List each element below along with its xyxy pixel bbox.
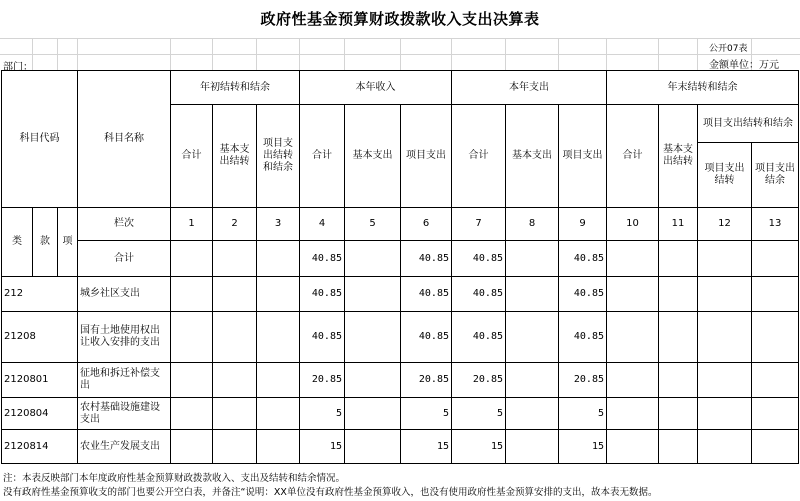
header-closing-balance: 年末结转和结余: [607, 71, 799, 105]
header-total: 合计: [300, 105, 345, 208]
cell-expense-total: 40.85: [452, 312, 506, 363]
cell-expense-project: 20.85: [559, 363, 607, 398]
row-code: 2120804: [2, 398, 78, 430]
cell-income-project: 15: [401, 430, 452, 464]
row-name: 农业生产发展支出: [78, 430, 171, 464]
header-expenditure: 本年支出: [452, 71, 607, 105]
cell-expense-total: 15: [452, 430, 506, 464]
cell-expense-total: 20.85: [452, 363, 506, 398]
header-project: 项目支出: [401, 105, 452, 208]
cell-expense-total: 5: [452, 398, 506, 430]
header-project-balance: 项目支出结余: [752, 143, 799, 208]
cell-income-total: 40.85: [300, 241, 345, 277]
header-opening-balance: 年初结转和结余: [171, 71, 300, 105]
column-number: 5: [345, 208, 401, 241]
header-column-index: 栏次: [78, 208, 171, 241]
header-income: 本年收入: [300, 71, 452, 105]
row-code: 212: [2, 277, 78, 312]
cell-expense-project: 40.85: [559, 312, 607, 363]
cell-income-total: 40.85: [300, 312, 345, 363]
column-number: 10: [607, 208, 659, 241]
header-total: 合计: [452, 105, 506, 208]
cell-expense-total: 40.85: [452, 241, 506, 277]
row-code: 2120814: [2, 430, 78, 464]
row-code: 21208: [2, 312, 78, 363]
column-number: 13: [752, 208, 799, 241]
header-xiang: 项: [58, 208, 78, 277]
cell-expense-project: 5: [559, 398, 607, 430]
cell-income-project: 5: [401, 398, 452, 430]
column-number: 11: [659, 208, 698, 241]
row-name: 农村基础设施建设支出: [78, 398, 171, 430]
cell-expense-project: 40.85: [559, 241, 607, 277]
table-row: [2, 241, 799, 277]
header-name: 科目名称: [78, 71, 171, 208]
row-name: 城乡社区支出: [78, 277, 171, 312]
header-total: 合计: [171, 105, 213, 208]
cell-income-project: 40.85: [401, 277, 452, 312]
column-number: 2: [213, 208, 257, 241]
amount-unit: 金额单位：万元: [709, 60, 779, 71]
cell-income-total: 5: [300, 398, 345, 430]
note-line: 没有政府性基金预算收支的部门也要公开空白表，并备注“说明：XX单位没有政府性基金预算收入，也没有使用政府性基金预算安排的支出，故本表无数据。: [3, 487, 658, 498]
row-code: 2120801: [2, 363, 78, 398]
header-project-carry: 项目支出结转: [698, 143, 752, 208]
note-line: 注：本表反映部门本年度政府性基金预算财政拨款收入、支出及结转和结余情况。: [3, 473, 346, 484]
department-label: 部门：: [3, 62, 33, 73]
table-notes: [3, 472, 657, 500]
row-name: 合计: [78, 241, 171, 277]
header-basic: 基本支出: [506, 105, 559, 208]
cell-income-project: 20.85: [401, 363, 452, 398]
cell-expense-project: 15: [559, 430, 607, 464]
table-row: [2, 430, 799, 464]
header-project-carry-balance: 项目支出结转和结余: [257, 105, 300, 208]
form-code: 公开07表: [709, 44, 748, 54]
cell-income-total: 15: [300, 430, 345, 464]
header-basic: 基本支出: [345, 105, 401, 208]
column-number: 3: [257, 208, 300, 241]
column-number: 7: [452, 208, 506, 241]
header-kuan: 款: [33, 208, 58, 277]
table-row: [2, 312, 799, 363]
row-name: 国有土地使用权出让收入安排的支出: [78, 312, 171, 363]
cell-expense-total: 40.85: [452, 277, 506, 312]
header-lei: 类: [2, 208, 33, 277]
table-row: [2, 398, 799, 430]
header-project: 项目支出: [559, 105, 607, 208]
header-basic-carry: 基本支出结转: [659, 105, 698, 208]
column-number: 12: [698, 208, 752, 241]
row-name: 征地和拆迁补偿支出: [78, 363, 171, 398]
column-number: 4: [300, 208, 345, 241]
budget-table: [1, 70, 799, 464]
column-number: 6: [401, 208, 452, 241]
header-total: 合计: [607, 105, 659, 208]
cell-income-project: 40.85: [401, 312, 452, 363]
table-row: [2, 363, 799, 398]
cell-expense-project: 40.85: [559, 277, 607, 312]
report-title: 政府性基金预算财政拨款收入支出决算表: [260, 10, 540, 28]
cell-income-total: 20.85: [300, 363, 345, 398]
header-basic-carry: 基本支出结转: [213, 105, 257, 208]
column-number: 1: [171, 208, 213, 241]
header-code: 科目代码: [2, 71, 78, 208]
cell-income-total: 40.85: [300, 277, 345, 312]
table-row: [2, 277, 799, 312]
cell-income-project: 40.85: [401, 241, 452, 277]
column-number: 8: [506, 208, 559, 241]
column-number: 9: [559, 208, 607, 241]
header-project-carry-balance: 项目支出结转和结余: [698, 105, 799, 143]
